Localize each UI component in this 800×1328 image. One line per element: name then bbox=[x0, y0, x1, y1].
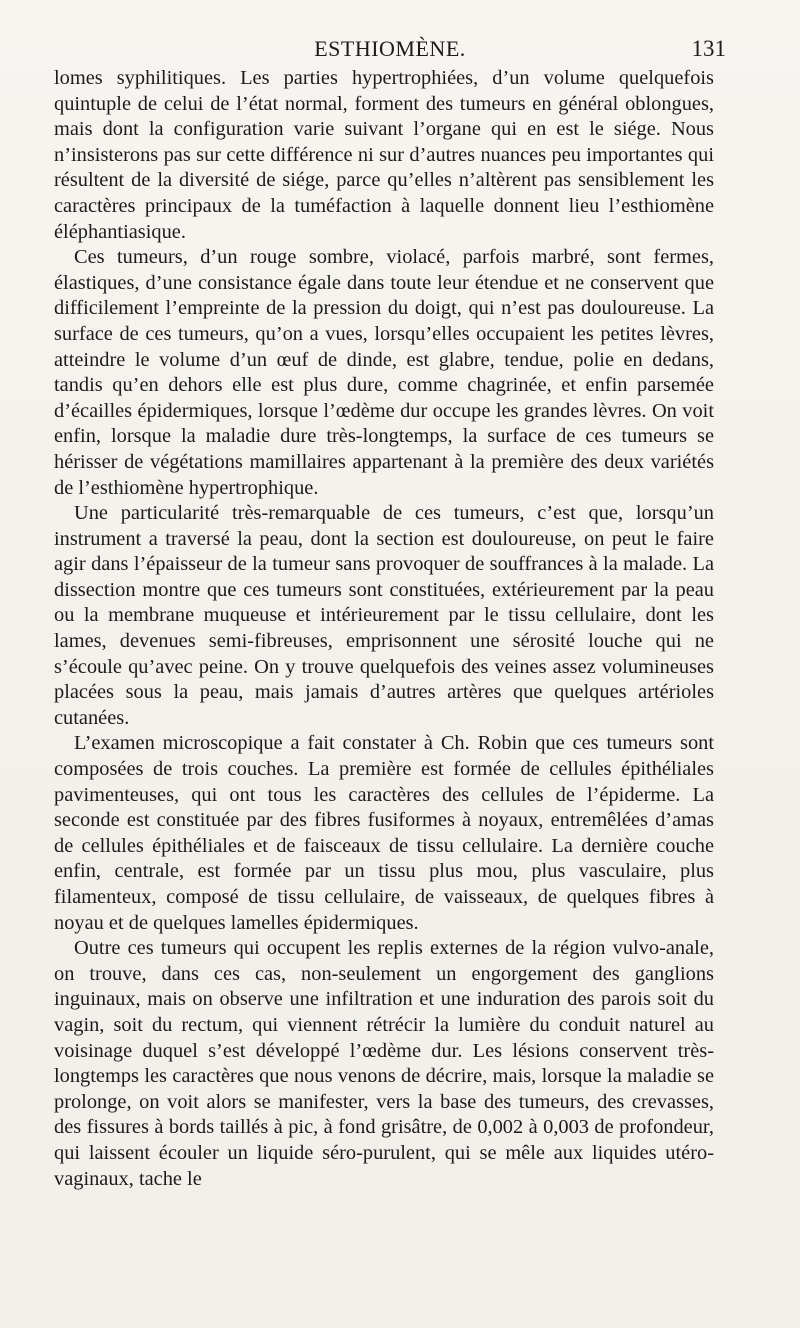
running-title: ESTHIOMÈNE. bbox=[314, 36, 466, 61]
body-text bbox=[54, 66, 714, 1192]
running-head bbox=[54, 34, 726, 64]
paragraph-continued: lomes syphilitiques. Les parties hypertrophiées, d’un volume quelquefois quintuple de celui de l’état normal, forment des tumeurs en général oblongues, mais dont la configuration varie suivant l’organe qui en est le siége. Nous n’insisterons pas sur cette différence ni sur d’autres nuances peu importantes qui résultent de la diversité de siége, parce qu’elles n’altèrent pas sensiblement les caractères principaux de la tuméfaction à laquelle donnent lieu l’esthiomène éléphantiasique. bbox=[54, 67, 714, 243]
paragraph-outre-ces-tumeurs: Outre ces tumeurs qui occupent les replis externes de la région vulvo-anale, on trouve, dans ces cas, non-seulement un engorgement des ganglions inguinaux, mais on observe une infiltration et une induration des parois soit du vagin, soit du rectum, qui viennent rétrécir la lumière du conduit naturel au voisinage duquel s’est développé l’œdème dur. Les lésions conservent très-longtemps les caractères que nous venons de décrire, mais, lorsque la maladie se prolonge, on voit alors se manifester, vers la base des tumeurs, des crevasses, des fissures à bords taillés à pic, à fond grisâtre, de 0,002 à 0,003 de profondeur, qui laissent écouler un liquide séro-purulent, qui se mêle aux liquides utéro-vaginaux, tache le bbox=[54, 937, 714, 1190]
paragraph-tumeurs-description: Ces tumeurs, d’un rouge sombre, violacé, parfois marbré, sont fermes, élastiques, d’une consistance égale dans toute leur étendue et ne conservent que difficilement l’empreinte de la pression du doigt, qui n’est pas douloureuse. La surface de ces tumeurs, qu’on a vues, lorsqu’elles occupaient les petites lèvres, atteindre le volume d’un œuf de dinde, est glabre, tendue, polie en dedans, tandis qu’en dehors elle est plus dure, comme chagrinée, et enfin parsemée d’écailles épidermiques, lorsque l’œdème dur occupe les grandes lèvres. On voit enfin, lorsque la maladie dure très-longtemps, la surface de ces tumeurs se hérisser de végétations mamillaires appartenant à la première des deux variétés de l’esthiomène hypertrophique. bbox=[54, 246, 714, 499]
paragraph-particularite: Une particularité très-remarquable de ces tumeurs, c’est que, lorsqu’un instrument a traversé la peau, dont la section est douloureuse, on peut le faire agir dans l’épaisseur de la tumeur sans provoquer de souffrances à la malade. La dissection montre que ces tumeurs sont constituées, extérieurement par la peau ou la membrane muqueuse et intérieurement par le tissu cellulaire, dont les lames, devenues semi-fibreuses, emprisonnent une sérosité louche qui ne s’écoule qu’avec peine. On y trouve quelquefois des veines assez volumineuses placées sous la peau, mais jamais d’autres artères que quelques artérioles cutanées. bbox=[54, 502, 714, 729]
paragraph-examen-microscopique: L’examen microscopique a fait constater à Ch. Robin que ces tumeurs sont composées de trois couches. La première est formée de cellules épithéliales pavimenteuses, qui ont tous les caractères des cellules de l’épiderme. La seconde est constituée par des fibres fusiformes à noyaux, entremêlées d’amas de cellules épithéliales et de faisceaux de tissu cellulaire. La dernière couche enfin, centrale, est formée par un tissu plus mou, plus vasculaire, plus filamenteux, composé de tissu cellulaire, de vaisseaux, de quelques fibres à noyau et de quelques lamelles épidermiques. bbox=[54, 732, 714, 934]
page-number: 131 bbox=[691, 36, 726, 61]
